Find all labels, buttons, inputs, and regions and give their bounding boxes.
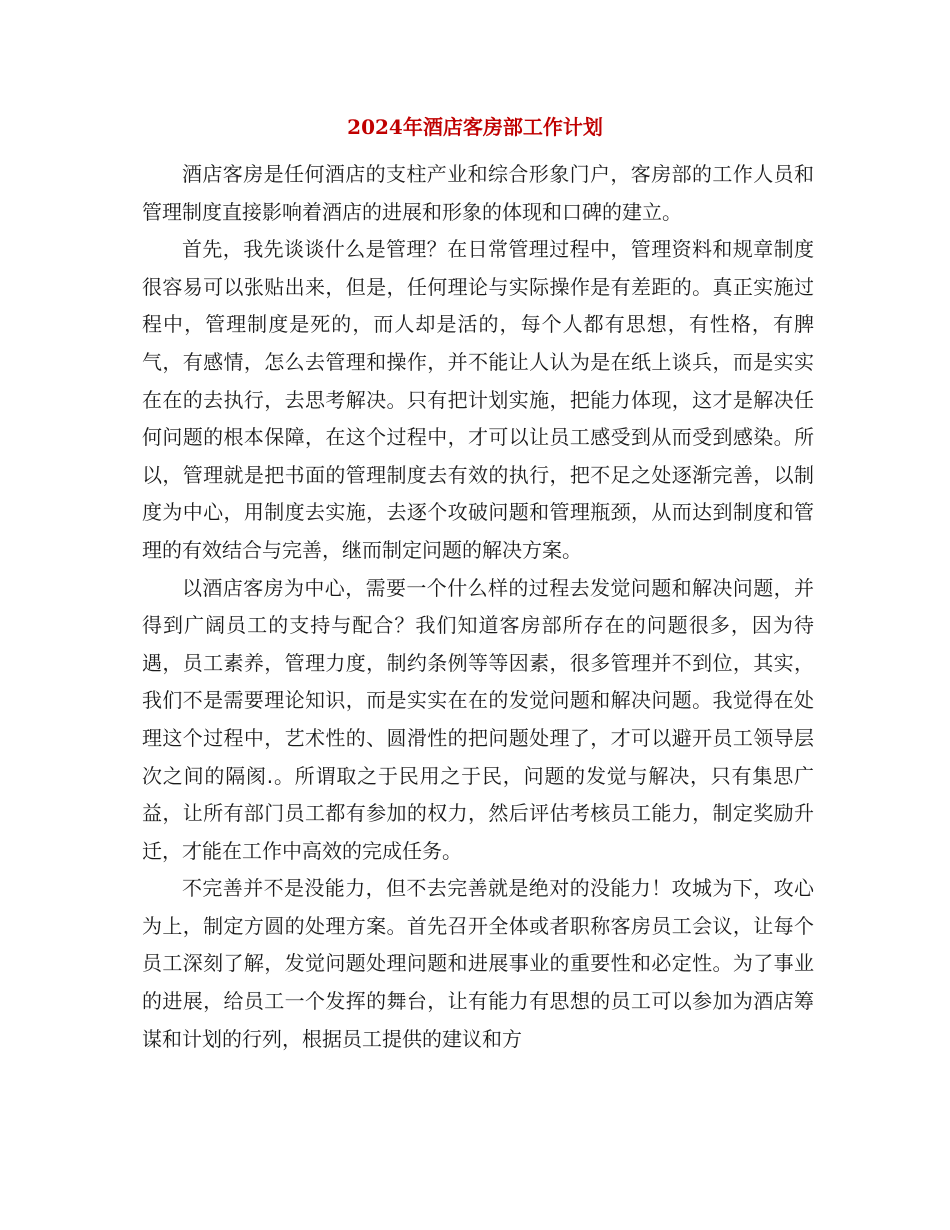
- paragraph-improvement: 不完善并不是没能力，但不去完善就是绝对的没能力！攻城为下，攻心为上，制定方圆的处理方案。首先召开全体或者职称客房员工会议，让每个员工深刻了解，发觉问题处理问题和进展事业的重要性和必定性。为了事业的进展，给员工一个发挥的舞台，让有能力有思想的员工可以参加为酒店筹谋和计划的行列，根据员工提供的建议和方: [142, 876, 814, 1051]
- document-title: 2024年酒店客房部工作计划: [347, 115, 603, 139]
- paragraph-problem-solving: 以酒店客房为中心，需要一个什么样的过程去发觉问题和解决问题，并得到广阔员工的支持与配合？我们知道客房部所存在的问题很多，因为待遇，员工素养，管理力度，制约条例等等因素，很多管理并不到位，其实，我们不是需要理论知识，而是实实在在的发觉问题和解决问题。我觉得在处理这个过程中，艺术性的、圆滑性的把问题处理了，才可以避开员工领导层次之间的隔阂.。所谓取之于民用之于民，问题的发觉与解决，只有集思广益，让所有部门员工都有参加的权力，然后评估考核员工能力，制定奖励升迁，才能在工作中高效的完成任务。: [142, 575, 814, 863]
- document-body: [142, 156, 814, 1058]
- paragraph-management: 首先，我先谈谈什么是管理？在日常管理过程中，管理资料和规章制度很容易可以张贴出来，但是，任何理论与实际操作是有差距的。真正实施过程中，管理制度是死的，而人却是活的，每个人都有思想，有性格，有脾气，有感情，怎么去管理和操作，并不能让人认为是在纸上谈兵，而是实实在在的去执行，去思考解决。只有把计划实施，把能力体现，这才是解决任何问题的根本保障，在这个过程中，才可以让员工感受到从而受到感染。所以，管理就是把书面的管理制度去有效的执行，把不足之处逐渐完善，以制度为中心，用制度去实施，去逐个攻破问题和管理瓶颈，从而达到制度和管理的有效结合与完善，继而制定问题的解决方案。: [142, 237, 814, 562]
- paragraph-intro: 酒店客房是任何酒店的支柱产业和综合形象门户，客房部的工作人员和管理制度直接影响着酒店的进展和形象的体现和口碑的建立。: [142, 162, 814, 224]
